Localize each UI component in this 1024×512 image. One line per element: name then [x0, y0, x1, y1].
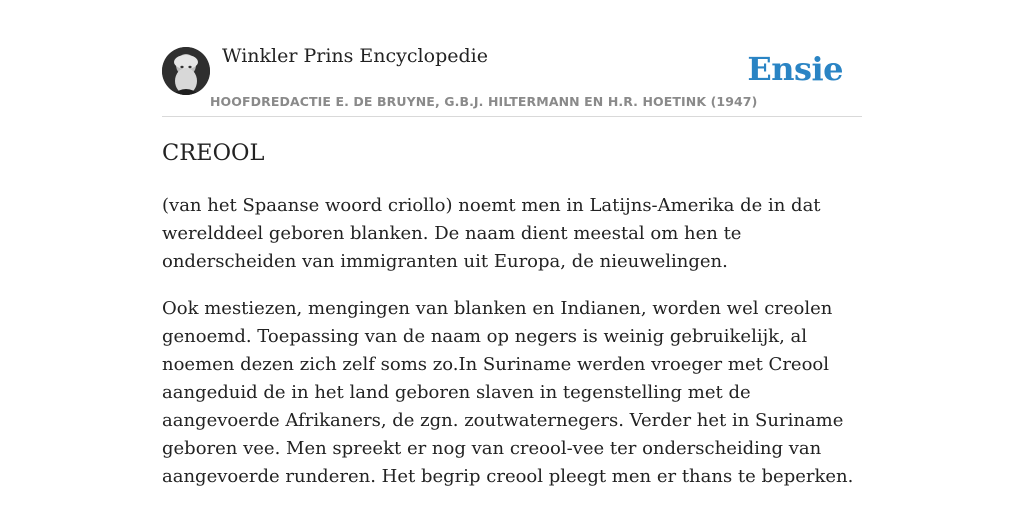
- article-paragraph: (van het Spaanse woord criollo) noemt men in Latijns-Amerika de in dat werelddeel geboren blanken. De naam dient meestal om hen te onderscheiden van immigranten uit Europa, de nieuwelingen.: [162, 195, 821, 272]
- article-title: CREOOL: [162, 140, 265, 166]
- article-body: [162, 192, 872, 510]
- portrait-icon: [162, 47, 210, 95]
- article-paragraph: Ook mestiezen, mengingen van blanken en Indianen, worden wel creolen genoemd. Toepassing van de naam op negers is weinig gebruikelijk, al noemen dezen zich zelf soms zo.In Suriname werden vroeger met Creool aangeduid de in het land geboren slaven in tegenstelling met de aangevoerde Afrikaners, de zgn. zoutwaternegers. Verder het in Suriname geboren vee. Men spreekt er nog van creool-vee ter onderscheiding van aangevoerde runderen. Het begrip creool pleegt men er thans te beperken.: [162, 298, 854, 487]
- author-avatar[interactable]: [162, 47, 210, 95]
- ensie-logo[interactable]: Ensie: [747, 50, 843, 88]
- source-header: [162, 40, 862, 117]
- source-editors: HOOFDREDACTIE E. DE BRUYNE, G.B.J. HILTERMANN EN H.R. HOETINK (1947): [210, 94, 758, 109]
- source-title[interactable]: Winkler Prins Encyclopedie: [222, 45, 488, 67]
